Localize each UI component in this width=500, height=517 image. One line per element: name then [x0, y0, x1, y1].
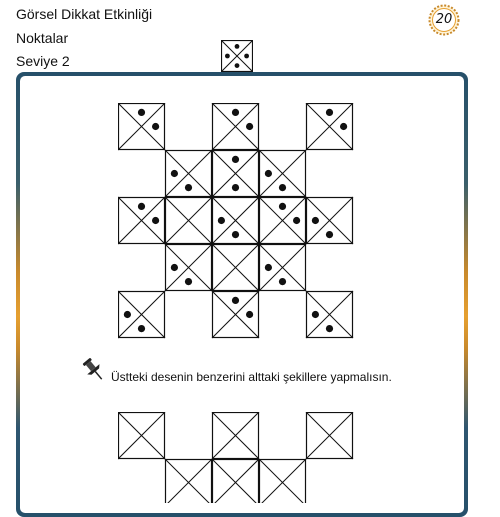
dot-w — [225, 54, 230, 59]
page-number-badge — [428, 4, 460, 36]
dot-e — [293, 217, 300, 224]
dot-e — [246, 311, 253, 318]
dot-e — [152, 217, 159, 224]
dot-n — [235, 44, 240, 49]
pattern-cell — [212, 150, 259, 197]
page-number: 20 — [435, 12, 453, 27]
dot-w — [265, 170, 272, 177]
dot-n — [326, 109, 333, 116]
level-label: Seviye 2 — [16, 53, 70, 69]
dot-s — [279, 278, 286, 285]
dot-n — [138, 203, 145, 210]
answer-cell — [259, 459, 306, 503]
dot-w — [312, 311, 319, 318]
dot-s — [279, 184, 286, 191]
pattern-cell — [259, 150, 306, 197]
answer-cell — [118, 412, 165, 459]
reference-tile — [221, 40, 253, 72]
pattern-cell — [212, 291, 259, 338]
pattern-cell — [306, 197, 353, 244]
dot-e — [246, 123, 253, 130]
dot-n — [279, 203, 286, 210]
answer-cell — [212, 459, 259, 503]
dot-w — [171, 264, 178, 271]
dot-e — [152, 123, 159, 130]
dot-e — [244, 54, 249, 59]
pattern-cell — [259, 197, 306, 244]
pattern-cell — [118, 103, 165, 150]
pattern-cell — [306, 291, 353, 338]
pattern-cell — [165, 150, 212, 197]
pattern-cell — [212, 244, 259, 291]
dot-n — [232, 297, 239, 304]
pattern-cell — [165, 197, 212, 244]
dot-s — [232, 184, 239, 191]
dot-s — [232, 231, 239, 238]
pattern-cell — [259, 244, 306, 291]
page-title: Görsel Dikkat Etkinliği — [16, 6, 153, 22]
instruction-text: Üstteki desenin benzerini alttaki şekillere yapmalısın. — [111, 370, 392, 384]
dot-s — [138, 325, 145, 332]
dot-w — [171, 170, 178, 177]
dot-s — [326, 231, 333, 238]
answer-grid — [118, 412, 356, 503]
reference-cell — [221, 40, 253, 72]
answer-cell — [165, 459, 212, 503]
dot-w — [312, 217, 319, 224]
answer-cell — [306, 412, 353, 459]
activity-subtitle: Noktalar — [16, 30, 69, 46]
pattern-cell — [118, 291, 165, 338]
pattern-cell — [212, 197, 259, 244]
dot-w — [218, 217, 225, 224]
dot-s — [185, 278, 192, 285]
dot-n — [138, 109, 145, 116]
dot-s — [235, 63, 240, 68]
pushpin-icon — [80, 356, 108, 384]
dot-s — [326, 325, 333, 332]
dot-pattern-grid — [118, 103, 356, 341]
pattern-cell — [306, 103, 353, 150]
pattern-cell — [212, 103, 259, 150]
dot-e — [340, 123, 347, 130]
dot-w — [265, 264, 272, 271]
dot-n — [232, 109, 239, 116]
pattern-cell — [165, 244, 212, 291]
dot-s — [185, 184, 192, 191]
dot-w — [124, 311, 131, 318]
dot-n — [232, 156, 239, 163]
pattern-cell — [118, 197, 165, 244]
answer-cell — [212, 412, 259, 459]
